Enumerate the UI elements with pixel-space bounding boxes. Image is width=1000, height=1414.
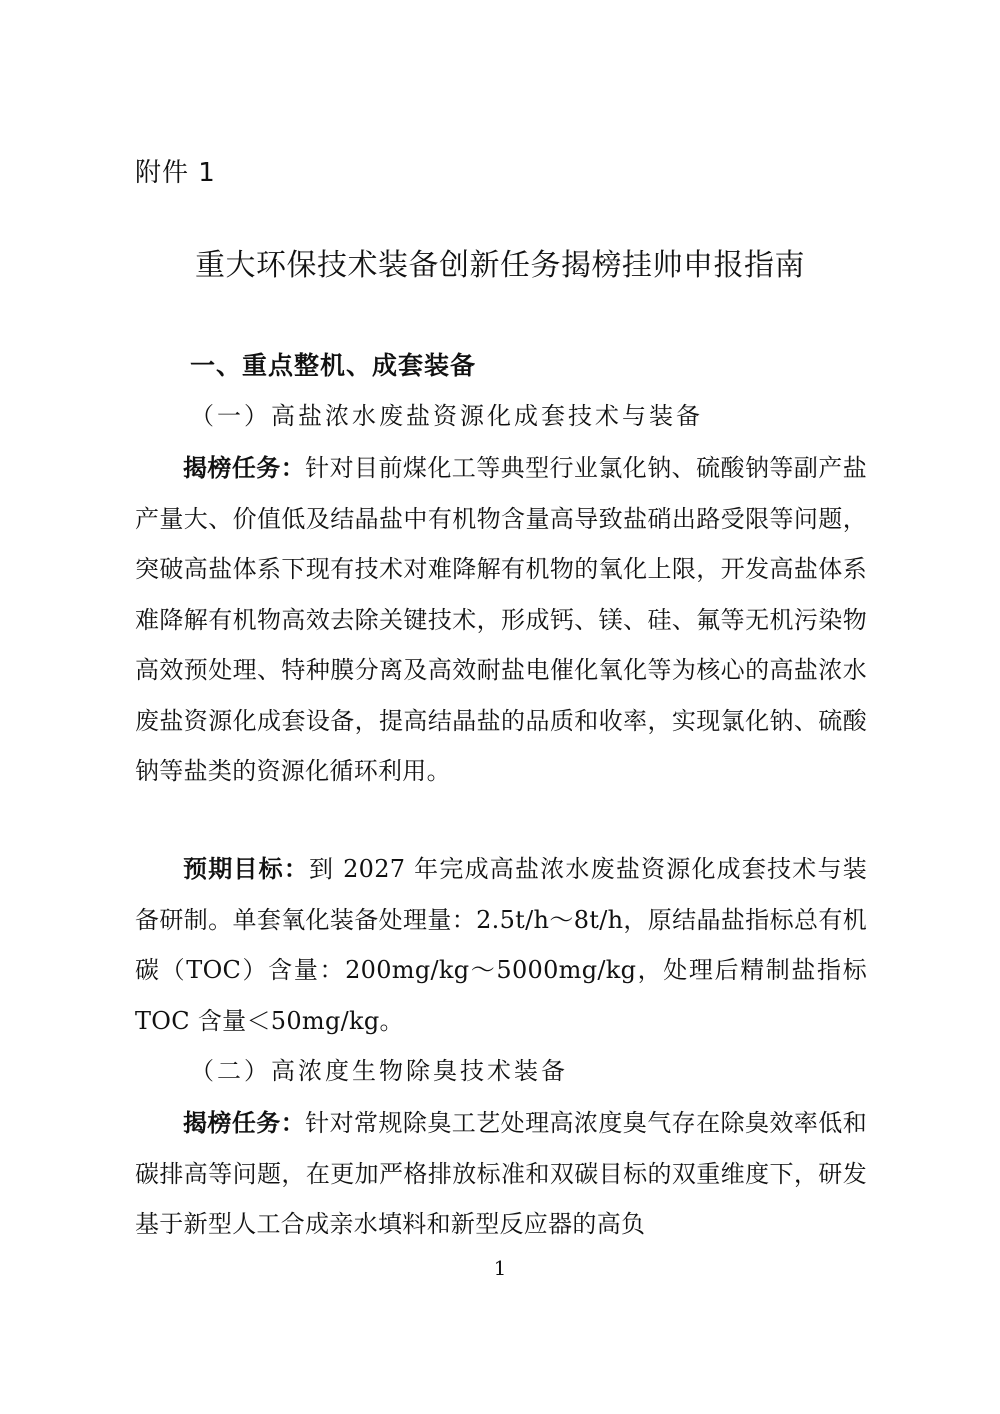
attachment-label: 附件 1 [135, 158, 216, 188]
goal-text: 到 2027 年完成高盐浓水废盐资源化成套技术与装备研制。单套氧化装备处理量：2.5t/h～8t/h，原结晶盐指标总有机碳（TOC）含量：200mg/kg～5000mg/kg，处理后精制盐指标 TOC 含量＜50mg/kg。 [135, 855, 867, 1035]
section-heading: 一、重点整机、成套装备 [190, 351, 477, 380]
goal-lead-label: 预期目标： [183, 855, 310, 883]
subsection-heading-1: （一）高盐浓水废盐资源化成套技术与装备 [190, 402, 703, 430]
task-lead-label: 揭榜任务： [183, 454, 306, 482]
page-number: 1 [493, 1256, 507, 1280]
task-paragraph-2 [135, 1098, 867, 1250]
subsection-heading-2: （二）高浓度生物除臭技术装备 [190, 1057, 568, 1085]
task-paragraph-1 [135, 443, 867, 797]
task-text: 针对常规除臭工艺处理高浓度臭气存在除臭效率低和碳排高等问题，在更加严格排放标准和双碳目标的双重维度下，研发基于新型人工合成亲水填料和新型反应器的高负 [135, 1109, 867, 1238]
task-lead-label: 揭榜任务： [183, 1109, 306, 1137]
task-text: 针对目前煤化工等典型行业氯化钠、硫酸钠等副产盐产量大、价值低及结晶盐中有机物含量高导致盐硝出路受限等问题，突破高盐体系下现有技术对难降解有机物的氧化上限，开发高盐体系难降解有机物高效去除关键技术，形成钙、镁、硅、氟等无机污染物高效预处理、特种膜分离及高效耐盐电催化氧化等为核心的高盐浓水废盐资源化成套设备，提高结晶盐的品质和收率，实现氯化钠、硫酸钠等盐类的资源化循环利用。 [135, 454, 867, 785]
document-title: 重大环保技术装备创新任务揭榜挂帅申报指南 [195, 248, 805, 283]
goal-paragraph-1 [135, 844, 867, 1046]
